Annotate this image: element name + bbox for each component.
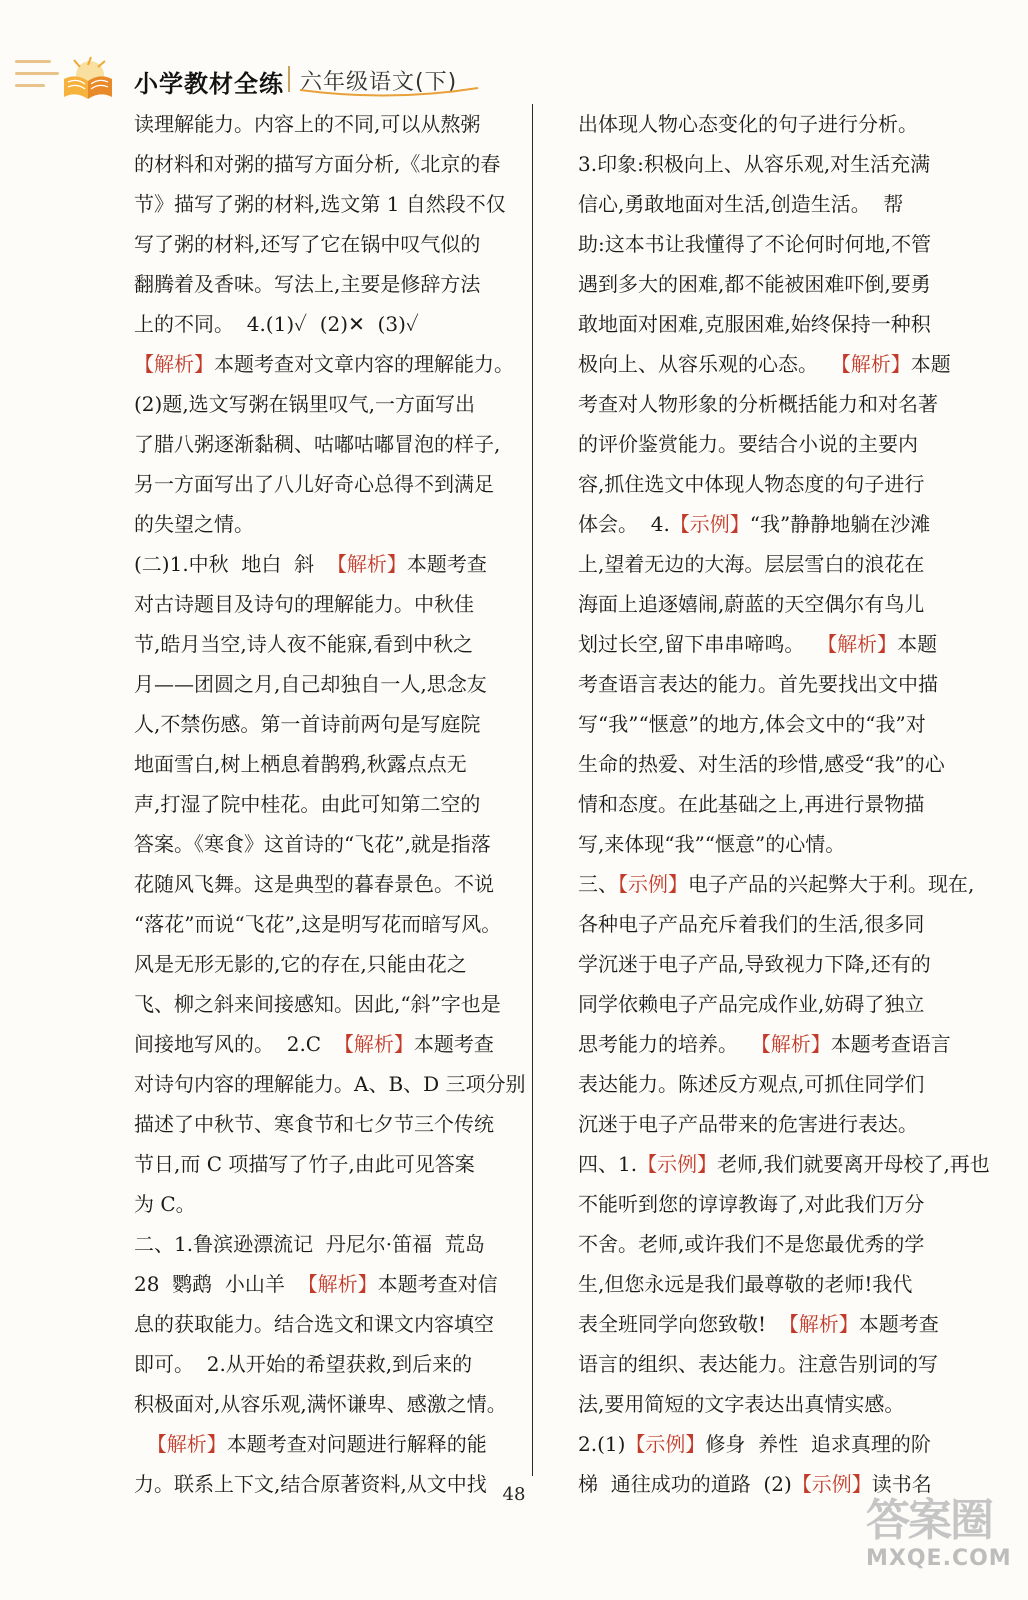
text-line: 表全班同学向您致敬! 【解析】本题考查 — [578, 1312, 939, 1336]
header-underline-arc — [300, 86, 480, 100]
text-line: 思考能力的培养。 【解析】本题考查语言 — [578, 1032, 951, 1056]
answer-tag: 【示例】 — [625, 1432, 706, 1456]
text-line: 语言的组织、表达能力。注意告别词的写 — [578, 1352, 938, 1376]
text-line: 即可。 2.从开始的希望获救,到后来的 — [134, 1352, 473, 1376]
text-line: 的材料和对粥的描写方面分析,《北京的春 — [134, 152, 501, 176]
text-line: 海面上追逐嬉闹,蔚蓝的天空偶尔有鸟儿 — [578, 592, 925, 616]
text-line: 写了粥的材料,还写了它在锅中叹气似的 — [134, 232, 481, 256]
text-line: 积极面对,从容乐观,满怀谦卑、感激之情。 — [134, 1392, 507, 1416]
answer-tag: 【解析】 — [817, 632, 898, 656]
text-line: 花随风飞舞。这是典型的暮春景色。不说 — [134, 872, 494, 896]
text-line: 读理解能力。内容上的不同,可以从熬粥 — [134, 112, 481, 136]
text-line: 四、1.【示例】老师,我们就要离开母校了,再也 — [578, 1152, 990, 1176]
page-number: 48 — [502, 1484, 526, 1505]
watermark-bottom: MXQE.COM — [866, 1546, 1012, 1571]
text-line: 翻腾着及香味。写法上,主要是修辞方法 — [134, 272, 481, 296]
text-line: 法,要用简短的文字表达出真情实感。 — [578, 1392, 905, 1416]
text-line: 答案。《寒食》这首诗的“飞花”,就是指落 — [134, 832, 491, 856]
text-line: 体会。 4.【示例】“我”静静地躺在沙滩 — [578, 512, 931, 536]
open-book-icon — [58, 55, 118, 103]
text-line: 遇到多大的困难,都不能被困难吓倒,要勇 — [578, 272, 931, 296]
text-line: 敢地面对困难,克服困难,始终保持一种积 — [578, 312, 931, 336]
text-line: 同学依赖电子产品完成作业,妨碍了独立 — [578, 992, 925, 1016]
answer-tag: 【示例】 — [791, 1472, 872, 1496]
text-line: 声,打湿了院中桂花。由此可知第二空的 — [134, 792, 481, 816]
text-line: 对诗句内容的理解能力。A、B、D 三项分别 — [134, 1072, 526, 1096]
text-line: 助:这本书让我懂得了不论何时何地,不管 — [578, 232, 932, 256]
text-line: 飞、柳之斜来间接感知。因此,“斜”字也是 — [134, 992, 501, 1016]
text-line: 了腊八粥逐渐黏稠、咕嘟咕嘟冒泡的样子, — [134, 432, 501, 456]
text-line: 考查对人物形象的分析概括能力和对名著 — [578, 392, 938, 416]
answer-tag: 【解析】 — [333, 1032, 414, 1056]
answer-tag: 【示例】 — [637, 1152, 718, 1176]
text-line: 风是无形无影的,它的存在,只能由花之 — [134, 952, 467, 976]
text-line: 息的获取能力。结合选文和课文内容填空 — [134, 1312, 494, 1336]
text-line: 各种电子产品充斥着我们的生活,很多同 — [578, 912, 925, 936]
text-line: 划过长空,留下串串啼鸣。 【解析】本题 — [578, 632, 938, 656]
text-line: 不舍。老师,或许我们不是您最优秀的学 — [578, 1232, 925, 1256]
text-line: 不能听到您的谆谆教诲了,对此我们万分 — [578, 1192, 925, 1216]
text-line: 生命的热爱、对生活的珍惜,感受“我”的心 — [578, 752, 945, 776]
text-line: (2)题,选文写粥在锅里叹气,一方面写出 — [134, 392, 476, 416]
text-line: 生,但您永远是我们最尊敬的老师!我代 — [578, 1272, 913, 1296]
answer-tag: 【解析】 — [778, 1312, 859, 1336]
text-line: 月——团圆之月,自己却独自一人,思念友 — [134, 672, 487, 696]
text-line: 3.印象:积极向上、从容乐观,对生活充满 — [578, 152, 931, 176]
text-line: 节》描写了粥的材料,选文第 1 自然段不仅 — [134, 192, 506, 216]
text-line: 写,来体现“我”“惬意”的心情。 — [578, 832, 846, 856]
answer-tag: 【解析】 — [297, 1272, 378, 1296]
text-line: 二、1.鲁滨逊漂流记 丹尼尔·笛福 荒岛 — [134, 1232, 485, 1256]
text-line: 地面雪白,树上栖息着鹊鸦,秋露点点无 — [134, 752, 467, 776]
text-line: 另一方面写出了八儿好奇心总得不到满足 — [134, 472, 494, 496]
brand-title: 小学教材全练 — [134, 70, 284, 98]
text-line: 三、【示例】电子产品的兴起弊大于利。现在, — [578, 872, 975, 896]
text-line: 节日,而 C 项描写了竹子,由此可见答案 — [134, 1152, 475, 1176]
text-line: 上,望着无边的大海。层层雪白的浪花在 — [578, 552, 925, 576]
text-line: 2.(1)【示例】修身 养性 追求真理的阶 — [578, 1432, 931, 1456]
text-line: 28 鹦鹉 小山羊 【解析】本题考查对信 — [134, 1272, 498, 1296]
column-divider — [532, 104, 533, 1476]
watermark-logo — [866, 1496, 1016, 1590]
text-line: 容,抓住选文中体现人物态度的句子进行 — [578, 472, 925, 496]
text-line: 出体现人物心态变化的句子进行分析。 — [578, 112, 918, 136]
text-line: 描述了中秋节、寒食节和七夕节三个传统 — [134, 1112, 494, 1136]
text-line: 梯 通往成功的道路 (2)【示例】读书名 — [578, 1472, 932, 1496]
text-line: 力。联系上下文,结合原著资料,从文中找 — [134, 1472, 487, 1496]
text-line: 节,皓月当空,诗人夜不能寐,看到中秋之 — [134, 632, 474, 656]
header-separator — [288, 66, 290, 92]
text-line: 沉迷于电子产品带来的危害进行表达。 — [578, 1112, 918, 1136]
answer-tag: 【示例】 — [669, 512, 750, 536]
text-line: 的失望之情。 — [134, 512, 254, 536]
answer-tag: 【解析】 — [750, 1032, 831, 1056]
text-line: 间接地写风的。 2.C 【解析】本题考查 — [134, 1032, 494, 1056]
text-line: 上的不同。 4.(1)✓ (2)✕ (3)✓ — [134, 312, 419, 336]
answer-tag: 【解析】 — [134, 352, 214, 376]
header-decor-lines — [15, 60, 59, 96]
answer-tag: 【解析】 — [830, 352, 911, 376]
page-header — [0, 0, 1028, 110]
text-line: 为 C。 — [134, 1192, 196, 1216]
watermark-top: 答案圈 — [866, 1495, 992, 1546]
text-line: “落花”而说“飞花”,这是明写花而暗写风。 — [134, 912, 502, 936]
answer-tag: 【示例】 — [618, 872, 688, 896]
subject-title: 六年级语文(下) — [300, 70, 458, 95]
answer-column-right — [578, 104, 990, 1504]
text-line: 考查语言表达的能力。首先要找出文中描 — [578, 672, 938, 696]
answer-tag: 【解析】 — [146, 1432, 227, 1456]
text-line: 极向上、从容乐观的心态。 【解析】本题 — [578, 352, 951, 376]
text-line: 表达能力。陈述反方观点,可抓住同学们 — [578, 1072, 925, 1096]
text-line: 学沉迷于电子产品,导致视力下降,还有的 — [578, 952, 931, 976]
text-line: 人,不禁伤感。第一首诗前两句是写庭院 — [134, 712, 481, 736]
text-line: 信心,勇敢地面对生活,创造生活。 帮 — [578, 192, 904, 216]
text-line: 的评价鉴赏能力。要结合小说的主要内 — [578, 432, 918, 456]
answer-tag: 【解析】 — [326, 552, 407, 576]
text-line: (二)1.中秋 地白 斜 【解析】本题考查 — [134, 552, 487, 576]
text-line: 【解析】本题考查对文章内容的理解能力。 — [134, 352, 514, 376]
text-line: 写“我”“惬意”的地方,体会文中的“我”对 — [578, 712, 926, 736]
text-line: 对古诗题目及诗句的理解能力。中秋佳 — [134, 592, 474, 616]
text-line: 【解析】本题考查对问题进行解释的能 — [146, 1432, 487, 1456]
text-line: 情和态度。在此基础之上,再进行景物描 — [578, 792, 925, 816]
